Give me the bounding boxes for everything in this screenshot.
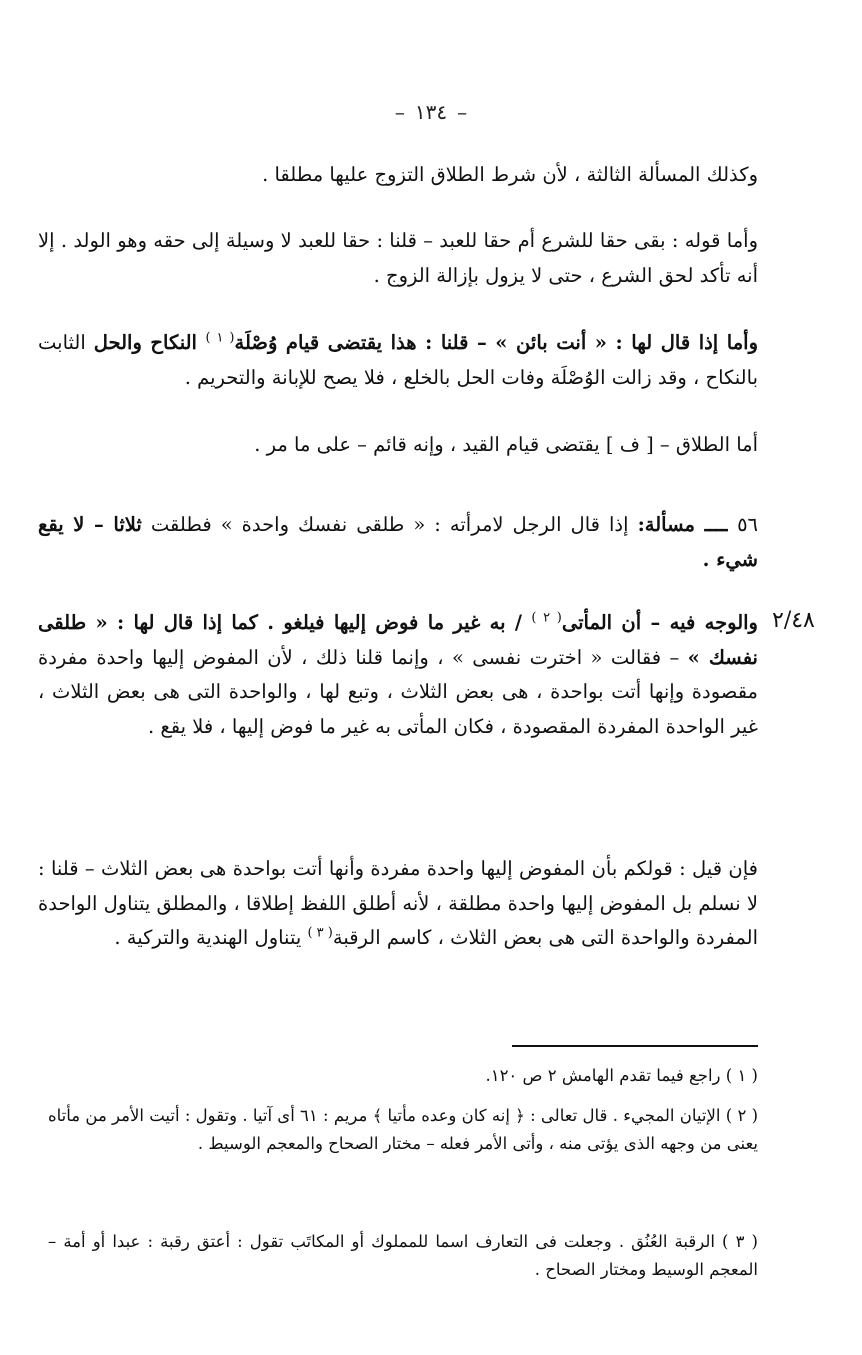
paragraph-3-bold-2: النكاح والحل [93, 331, 206, 354]
paragraph-7-body-2: يتناول الهندية والتركية . [114, 926, 308, 950]
dash-right: – [457, 100, 468, 124]
paragraph-1-text: وكذلك المسألة الثالثة ، لأن شرط الطلاق التزوج عليها مطلقا . [262, 163, 758, 186]
paragraph-2 [38, 224, 758, 293]
issue-label: مسألة: [637, 513, 695, 536]
issue-dash: ــــ [694, 513, 738, 536]
footnote-2-text: ( ٢ ) الإتيان المجيء . قال تعالى : ﴿ إنه كان وعده مأتيا ﴾ مريم : ٦١ أى آتيا . وتقول : أتيت الأمر من مأتاه يعنى من وجهه الذى يؤتى منه ، وأتى الأمر فعله – مختار الصحاح والمعجم الوسيط . [48, 1106, 759, 1154]
paragraph-6-bold: والوجه فيه – أن المأتى [561, 611, 758, 634]
paragraph-6 [38, 606, 758, 745]
paragraph-5-text [38, 508, 758, 577]
footnote-1 [48, 1062, 758, 1090]
paragraph-3-text [38, 326, 758, 395]
paragraph-6-rest: – فقالت « اخترت نفسى » ، وإنما قلنا ذلك ، لأن المفوض إليها واحدة مفردة مقصودة وإنها أتت بواحدة ، هى بعض الثلاث ، وتبع لها ، والواحدة التى هى بعض الثلاث ، غير الواحدة المفردة المقصودة ، فكان المأتى به غير ما فوض إليها ، فلا يقع . [38, 645, 758, 739]
paragraph-5 [38, 508, 758, 577]
footnote-1-text: ( ١ ) راجع فيما تقدم الهامش ٢ ص ١٢٠. [485, 1066, 758, 1085]
footnote-ref-2: ( ٢ ) [531, 610, 562, 626]
page-number [0, 100, 862, 124]
dash-left: – [394, 100, 405, 124]
footnote-separator [512, 1045, 758, 1047]
footnote-3 [48, 1228, 758, 1285]
paragraph-3-rest: الثابت بالنكاح ، وقد زالت الوُصْلَة وفات الحل بالخلع ، فلا يصح للإبانة والتحريم . [38, 331, 758, 389]
paragraph-3 [38, 326, 758, 395]
paragraph-5-body: إذا قال الرجل لامرأته : « طلقى نفسك واحدة » فطلقت [141, 513, 638, 536]
footnote-ref-1: ( ١ ) [205, 330, 235, 346]
paragraph-4 [38, 428, 758, 463]
paragraph-2-text: وأما قوله : بقى حقا للشرع أم حقا للعبد – قلنا : حقا للعبد لا وسيلة إلى حقه وهو الولد . إلا أنه تأكد لحق الشرع ، حتى لا يزول بإزالة الزوج . [38, 229, 758, 287]
footnote-3-text: ( ٣ ) الرقبة العُنُق . وجعلت فى التعارف اسما للمملوك أو المكاتَب تقول : أعتق رقبة : عبدا أو أمة – المعجم الوسيط ومختار الصحاح . [48, 1232, 758, 1280]
paragraph-6-bold-2: / به غير ما فوض إليها فيلغو . كما إذا قال لها : « طلقى نفسك » [38, 611, 758, 669]
paragraph-5-body-2: ثلاثا – لا يقع شيء . [38, 513, 758, 571]
paragraph-4-text: أما الطلاق – [ ف ] يقتضى قيام القيد ، وإنه قائم – على ما مر . [254, 433, 758, 456]
paragraph-7-body: فإن قيل : قولكم بأن المفوض إليها واحدة مفردة وأنها أتت بواحدة هى بعض الثلاث – قلنا : لا نسلم بل المفوض إليها واحدة مطلقة ، لأنه أطلق اللفظ إطلاقا ، والمطلق يتناول الواحدة المفردة والواحدة التى هى بعض الثلاث ، كاسم الرقبة [38, 857, 758, 950]
paragraph-6-text [38, 606, 758, 745]
paragraph-7 [38, 852, 758, 956]
paragraph-7-text [38, 852, 758, 956]
page-number-value: ١٣٤ [414, 100, 448, 124]
footnote-2 [48, 1102, 758, 1159]
footnote-ref-3: ( ٣ ) [307, 925, 333, 941]
paragraph-3-bold: وأما إذا قال لها : « أنت بائن » – قلنا : هذا يقتضى قيام وُصْلَة [234, 331, 759, 354]
issue-number: ٥٦ [737, 513, 759, 536]
margin-note: ٢/٤٨ [772, 608, 815, 633]
paragraph-1 [38, 158, 758, 193]
